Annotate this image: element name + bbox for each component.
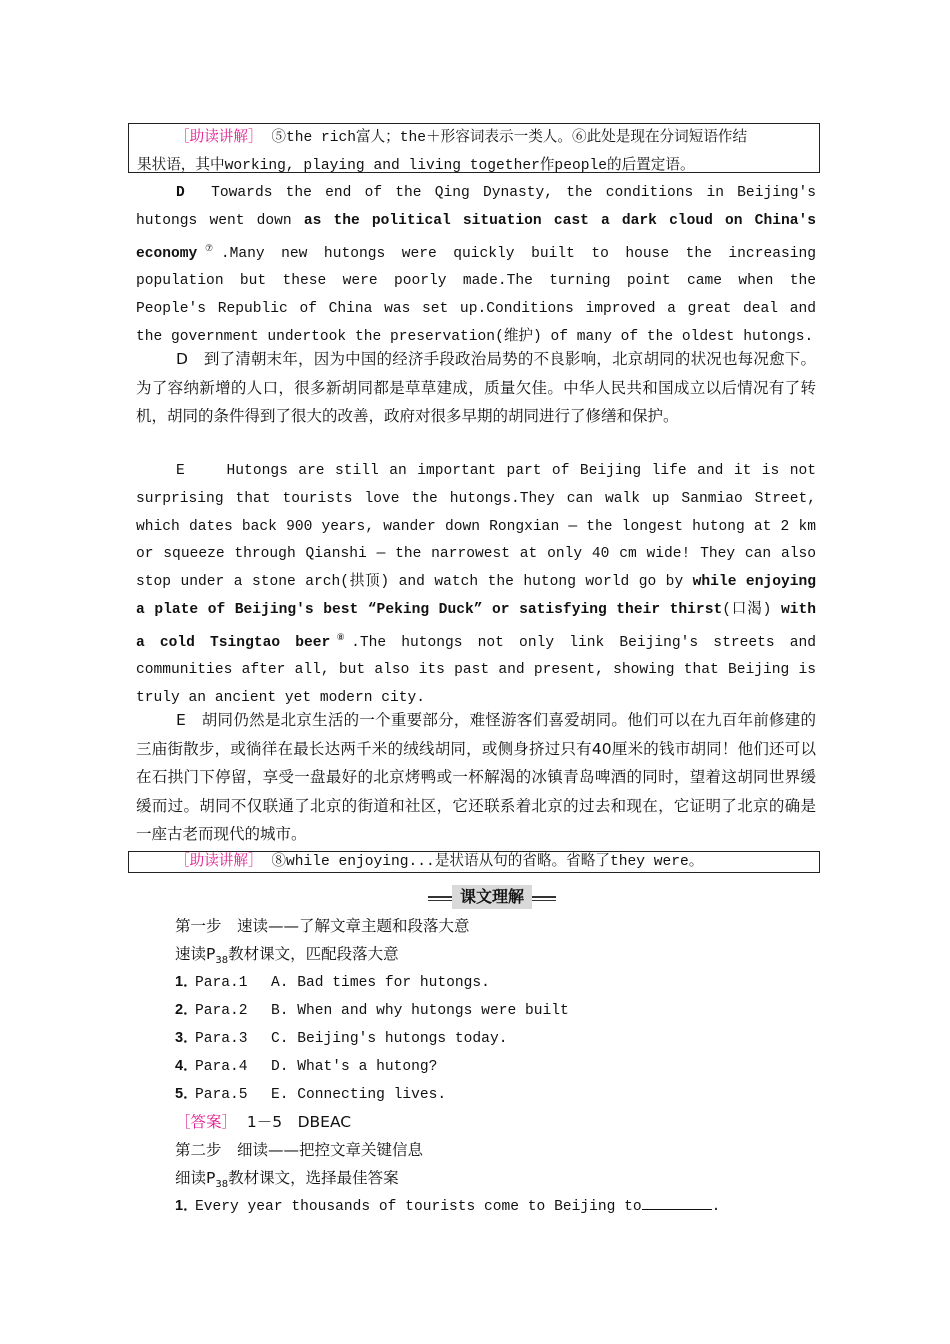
item-option: D. What's a hutong?	[271, 1059, 438, 1075]
note-tag: ［助读讲解］	[175, 130, 263, 146]
para-bold-phrase: while enjoying a plate of Beijing's best “Peking Duck” or satisfying their thirst	[136, 574, 816, 618]
instr-text: 教材课文，匹配段落大意	[228, 945, 399, 963]
question-text: Every year thousands of tourists come to Beijing to	[195, 1199, 642, 1215]
match-item	[175, 1024, 507, 1053]
item-number: 4．	[175, 1058, 198, 1074]
paragraph-e-english	[136, 458, 816, 713]
para-text: Towards the end of the Qing Dynasty, the conditions in Beijing's hutongs went down	[136, 185, 816, 229]
step2-title: 第二步 细读——把控文章关键信息	[175, 1141, 424, 1159]
paragraph-d-chinese: D 到了清朝末年，因为中国的经济手段政治局势的不良影响，北京胡同的状况也每况愈下。为了容纳新增的人口，很多新胡同都是草草建成，质量欠佳。中华人民共和国成立以后情况有了转机，胡同的条件得到了很大的改善，政府对很多早期的胡同进行了修缮和保护。	[136, 350, 816, 425]
match-item	[175, 1052, 437, 1081]
reading-note-box-2	[128, 851, 820, 873]
page-subscript: 38	[215, 955, 229, 967]
item-number: 5．	[175, 1086, 198, 1102]
note-line-1	[137, 124, 811, 152]
para-text: Hutongs are still an important part of Beijing life and it is not surprising that tourists love the hutongs.They can walk up Sanmiao Street, which dates back 900 years, wander down Rongxian — the longest hutong at 2 km or squeeze through Qianshi — the narrowest at only 40 cm wide! They can also stop under a stone arch(拱顶) and watch the hutong world go by	[136, 463, 817, 591]
item-para: Para.4	[195, 1059, 248, 1075]
section-title: 课文理解	[452, 885, 532, 909]
para-letter: E	[176, 463, 185, 479]
para-text: .The hutongs not only link Beijing's streets and communities after all, but also its past and present, showing that Beijing is truly an ancient yet modern city.	[136, 634, 817, 707]
para-bold-phrase: as the political situation cast a dark cloud on China's economy	[136, 212, 816, 262]
item-number: 1．	[175, 974, 198, 990]
answer-tag: ［答案］	[175, 1113, 238, 1131]
item-number: 3．	[175, 1030, 198, 1046]
question-end: .	[711, 1199, 721, 1215]
question-1	[175, 1192, 720, 1221]
item-para: Para.3	[195, 1031, 248, 1047]
answer-text: 1－5 DBEAC	[246, 1113, 352, 1131]
section-heading	[428, 885, 556, 909]
reading-note-box-1	[128, 123, 820, 173]
answer-blank[interactable]	[642, 1195, 712, 1210]
item-option: E. Connecting lives.	[271, 1087, 447, 1103]
instr-text: 教材课文，选择最佳答案	[228, 1169, 399, 1187]
instr-text: 细读P	[175, 1169, 216, 1187]
instr-text: 速读P	[175, 945, 216, 963]
paragraph-e-chinese: E 胡同仍然是北京生活的一个重要部分，难怪游客们喜爱胡同。他们可以在九百年前修建的三庙街散步，或徜徉在最长达两千米的绒线胡同，或侧身挤过只有40厘米的钱市胡同！他们还可以在石拱门下停留，享受一盘最好的北京烤鸭或一杯解渴的冰镇青岛啤酒的同时，望着这胡同世界缓缓而过。胡同不仅联通了北京的街道和社区，它还联系着北京的过去和现在，它证明了北京的确是一座古老而现代的城市。	[136, 711, 816, 843]
item-para: Para.5	[195, 1087, 248, 1103]
note-line-2: 果状语，其中working, playing and living together作people的后置定语。	[137, 158, 695, 174]
item-para: Para.1	[195, 975, 248, 991]
note-marker: ⑧	[330, 632, 352, 643]
step1-title: 第一步 速读——了解文章主题和段落大意	[175, 917, 470, 935]
note-text: ⑤the rich富人；the＋形容词表示一类人。⑥此处是现在分词短语作结	[271, 130, 748, 146]
match-item	[175, 968, 490, 997]
para-text: .Many new hutongs were quickly built to house the increasing population but these were poorly made.The turning point came when the People's Republic of China was set up.Conditions improved a great deal and the government undertook the preservation(维护) of many of the oldest hutongs.	[136, 245, 816, 345]
paragraph-d-english	[136, 180, 816, 352]
para-letter: D	[176, 185, 185, 201]
para-bold-phrase: with a cold Tsingtao beer	[136, 601, 816, 651]
page-subscript: 38	[215, 1179, 229, 1191]
note-text: ⑧while enjoying...是状语从句的省略。省略了they were。	[271, 854, 704, 870]
note-tag: ［助读讲解］	[175, 854, 263, 870]
para-text: (口渴)	[722, 601, 781, 618]
answer-line	[175, 1108, 351, 1136]
item-option: A. Bad times for hutongs.	[271, 975, 490, 991]
match-item	[175, 996, 569, 1025]
question-number: 1．	[175, 1198, 198, 1214]
item-number: 2．	[175, 1002, 198, 1018]
item-option: C. Beijing's hutongs today.	[271, 1031, 508, 1047]
item-option: B. When and why hutongs were built	[271, 1003, 569, 1019]
match-item	[175, 1080, 446, 1109]
note-marker: ⑦	[197, 243, 221, 254]
item-para: Para.2	[195, 1003, 248, 1019]
note-line	[137, 852, 811, 872]
